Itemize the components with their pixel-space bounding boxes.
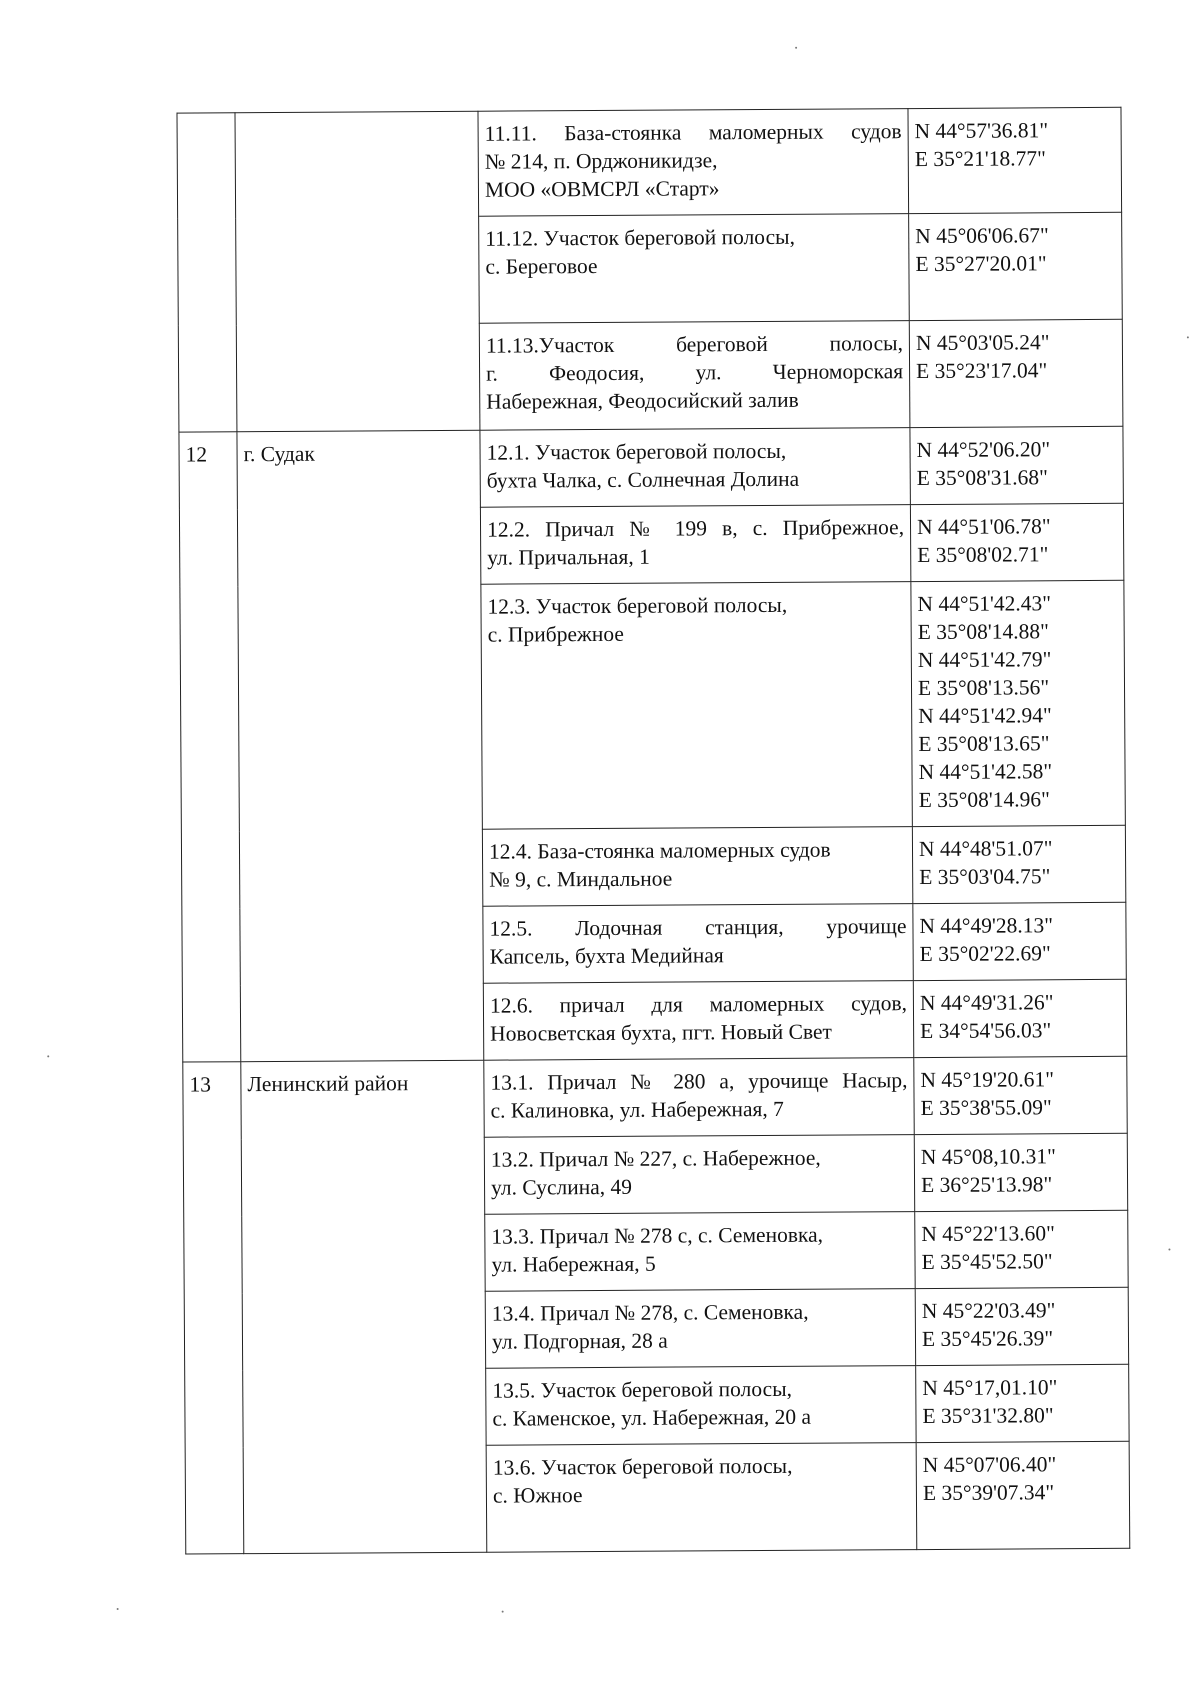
latitude: N 44°51'42.79" (917, 647, 1052, 673)
coordinates-cell (916, 1441, 1130, 1549)
coordinates-cell (913, 979, 1126, 1057)
location-line: 13.5. Участок береговой полосы, (492, 1376, 793, 1403)
coordinates-cell (912, 825, 1125, 903)
location-line: с. Калиновка, ул. Набережная, 7 (490, 1096, 784, 1123)
longitude: E 34°54'56.03" (920, 1018, 1052, 1044)
longitude: E 35°08'31.68" (916, 465, 1048, 491)
latitude: N 45°22'13.60" (921, 1221, 1055, 1247)
latitude: N 44°49'28.13" (919, 913, 1054, 939)
longitude: E 36°25'13.98" (920, 1172, 1053, 1198)
coordinates-cell (916, 1364, 1129, 1442)
row-number-cell: 12 (179, 432, 241, 1062)
location-line: ул. Подгорная, 28 а (491, 1328, 668, 1354)
longitude: E 35°08'14.96" (918, 787, 1050, 813)
location-line: 12.2. Причал № 199 в, с. Прибрежное, (486, 515, 905, 542)
location-line: 12.1. Участок береговой полосы, (486, 438, 787, 465)
location-cell (480, 428, 910, 508)
coordinates-cell (910, 503, 1123, 581)
location-cell (483, 904, 913, 984)
scan-speck (795, 47, 797, 49)
moorings-table (176, 107, 1130, 1555)
location-cell (482, 827, 912, 907)
coordinates-cell (913, 902, 1126, 980)
location-line: № 9, с. Миндальное (489, 866, 673, 892)
location-cell (484, 1058, 914, 1138)
latitude: N 44°49'31.26" (919, 990, 1054, 1016)
coordinates-cell (915, 1210, 1128, 1288)
location-line: 12.3. Участок береговой полосы, (487, 592, 788, 619)
location-cell (479, 214, 910, 324)
longitude: E 35°39'07.34" (922, 1480, 1055, 1506)
coordinates-cell (915, 1287, 1128, 1365)
location-cell (481, 582, 912, 830)
location-line: Набережная, Феодосийский залив (486, 387, 799, 414)
latitude: N 44°51'42.58" (918, 759, 1053, 785)
latitude: N 45°08,10.31" (920, 1144, 1056, 1170)
location-line: 13.1. Причал № 280 а, урочище Насыр, (490, 1068, 908, 1095)
location-cell (480, 505, 910, 585)
latitude: N 44°51'42.43" (917, 591, 1052, 617)
location-line: с. Береговое (485, 254, 598, 279)
location-cell (486, 1366, 916, 1446)
coordinates-cell (911, 580, 1125, 826)
location-cell (478, 109, 909, 217)
latitude: N 44°51'06.78" (916, 514, 1051, 540)
longitude: E 35°08'02.71" (917, 542, 1049, 568)
latitude: N 44°51'42.94" (918, 703, 1052, 729)
location-line: № 214, п. Орджоникидзе, (484, 148, 718, 174)
scan-speck (1187, 336, 1189, 338)
location-line: 11.13.Участок береговой полосы, (485, 331, 903, 358)
longitude: E 35°03'04.75" (919, 864, 1051, 890)
longitude: E 35°21'18.77" (914, 146, 1046, 172)
location-line: МОО «ОВМСРЛ «Старт» (484, 176, 720, 202)
latitude: N 45°03'05.24" (915, 330, 1050, 356)
location-line: ул. Набережная, 5 (491, 1251, 656, 1277)
scan-speck (117, 1608, 119, 1610)
latitude: N 44°57'36.81" (914, 118, 1049, 144)
table-row (177, 107, 1122, 218)
table-row (179, 426, 1123, 509)
row-number-cell: 13 (183, 1062, 244, 1554)
region-cell (235, 111, 480, 431)
location-cell (485, 1212, 915, 1292)
latitude: N 45°22'03.49" (921, 1298, 1056, 1324)
longitude: E 35°45'26.39" (921, 1326, 1054, 1352)
longitude: E 35°02'22.69" (919, 941, 1051, 967)
location-line: 12.6. причал для маломерных судов, (489, 991, 908, 1018)
latitude: N 44°48'51.07" (918, 836, 1053, 862)
coordinates-cell (908, 107, 1122, 213)
location-cell (479, 321, 910, 431)
scan-speck (47, 1055, 49, 1057)
location-cell (483, 981, 913, 1061)
coordinates-cell (914, 1056, 1127, 1134)
latitude: N 45°19'20.61" (920, 1067, 1055, 1093)
location-line: ул. Суслина, 49 (490, 1174, 633, 1200)
location-line: 12.5. Лодочная станция, урочище (489, 914, 907, 941)
latitude: N 44°52'06.20" (916, 437, 1051, 463)
location-line: 12.4. База-стоянка маломерных судов (488, 837, 831, 864)
scan-speck (502, 1611, 504, 1613)
region-cell: Ленинский район (241, 1060, 487, 1553)
location-line: с. Южное (492, 1483, 583, 1508)
location-cell (486, 1443, 917, 1553)
location-line: 11.11. База-стоянка маломерных судов (484, 119, 902, 146)
location-line: 13.6. Участок береговой полосы, (492, 1453, 793, 1480)
longitude: E 35°27'20.01" (915, 251, 1047, 277)
location-line: бухта Чалка, с. Солнечная Долина (486, 466, 800, 493)
longitude: E 35°38'55.09" (920, 1095, 1052, 1121)
row-number-cell (177, 113, 237, 432)
scan-speck (1168, 1249, 1170, 1251)
location-line: Новосветская бухта, пгт. Новый Свет (490, 1019, 832, 1046)
longitude: E 35°23'17.04" (916, 358, 1048, 384)
longitude: E 35°31'32.80" (922, 1403, 1054, 1429)
location-line: ул. Причальная, 1 (487, 544, 650, 570)
location-line: 13.4. Причал № 278, с. Семеновка, (491, 1299, 809, 1326)
coordinates-cell (910, 426, 1123, 504)
coordinates-cell (909, 212, 1123, 320)
location-line: 11.12. Участок береговой полосы, (485, 224, 795, 251)
longitude: E 35°08'13.65" (918, 731, 1050, 757)
latitude: N 45°06'06.67" (915, 223, 1049, 249)
coordinates-cell (914, 1133, 1127, 1211)
location-cell (484, 1135, 914, 1215)
location-line: г. Феодосия, ул. Черноморская (486, 359, 904, 386)
longitude: E 35°08'14.88" (917, 619, 1049, 645)
location-line: 13.3. Причал № 278 с, с. Семеновка, (491, 1222, 824, 1249)
coordinates-cell (909, 319, 1123, 427)
longitude: E 35°45'52.50" (921, 1249, 1053, 1275)
location-cell (485, 1289, 915, 1369)
location-line: с. Каменское, ул. Набережная, 20 а (492, 1404, 812, 1431)
longitude: E 35°08'13.56" (917, 675, 1050, 701)
location-line: 13.2. Причал № 227, с. Набережное, (490, 1145, 821, 1172)
table-row (183, 1056, 1127, 1139)
latitude: N 45°07'06.40" (922, 1452, 1057, 1478)
location-line: Капсель, бухта Медийная (489, 943, 724, 969)
location-line: с. Прибрежное (487, 621, 624, 647)
latitude: N 45°17,01.10" (922, 1375, 1058, 1401)
region-cell: г. Судак (237, 430, 484, 1061)
